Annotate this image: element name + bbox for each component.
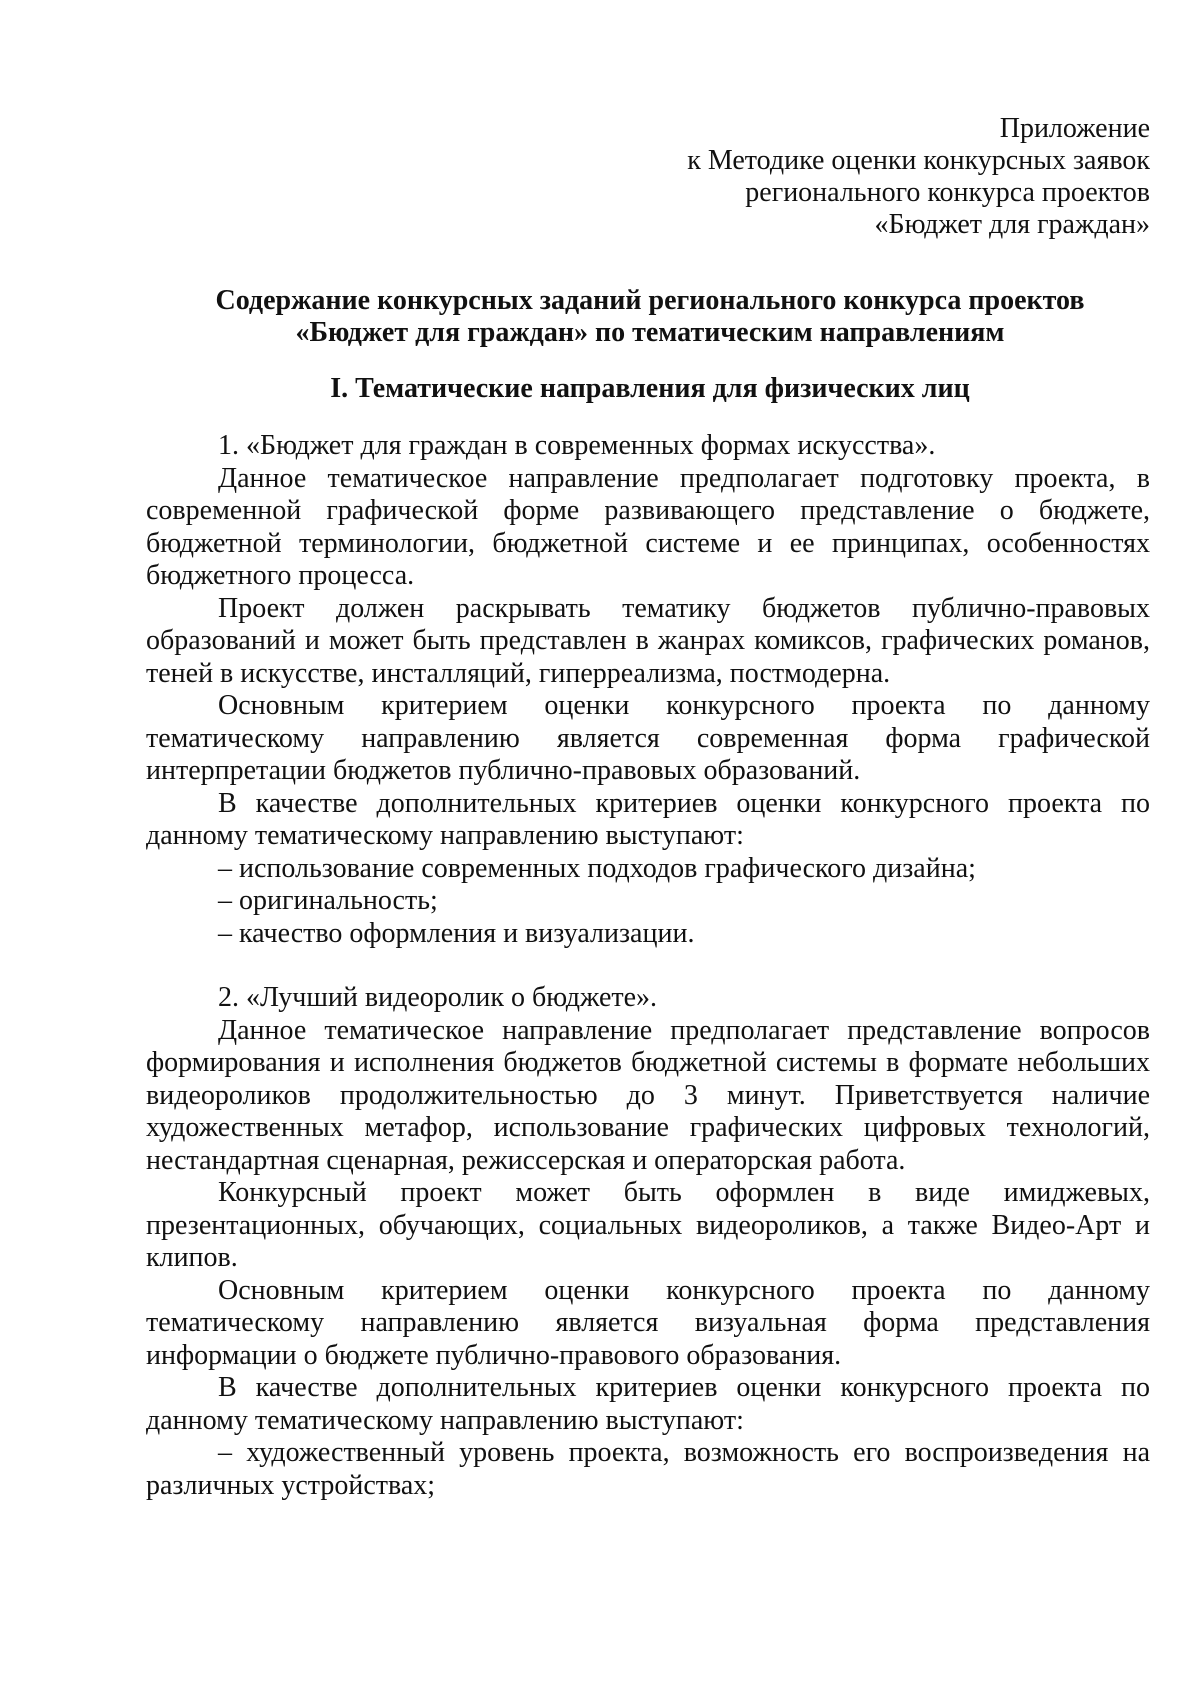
appendix-note bbox=[687, 113, 1150, 241]
appendix-line-1: Приложение bbox=[999, 113, 1150, 144]
topic-2-heading: 2. «Лучший видеоролик о бюджете». bbox=[218, 982, 658, 1013]
topic-1-criterion-3: – качество оформления и визуализации. bbox=[218, 917, 695, 949]
topic-2-paragraph-2: Конкурсный проект может быть оформлен в виде имиджевых, презентационных, обучающих, социальных видеороликов, а также Видео-Арт и клипов. bbox=[146, 1177, 1150, 1273]
document-title-line-1: Содержание конкурсных заданий регионального конкурса проектов bbox=[215, 285, 1085, 316]
topic-1-heading: 1. «Бюджет для граждан в современных формах искусства». bbox=[218, 430, 936, 461]
appendix-line-4: «Бюджет для граждан» bbox=[874, 209, 1150, 240]
topic-2-paragraph-4: В качестве дополнительных критериев оценки конкурсного проекта по данному тематическому направлению выступают: bbox=[146, 1372, 1150, 1436]
topic-2-paragraph-3: Основным критерием оценки конкурсного проекта по данному тематическому направлению является визуальная форма представления информации о бюджете публично-правового образования. bbox=[146, 1274, 1150, 1371]
topic-2-criterion-1: – художественный уровень проекта, возможность его воспроизведения на различных устройствах; bbox=[146, 1437, 1150, 1501]
appendix-line-3: регионального конкурса проектов bbox=[745, 177, 1150, 208]
section-heading-text: I. Тематические направления для физических лиц bbox=[330, 373, 970, 404]
topic-1-paragraph-3: Основным критерием оценки конкурсного проекта по данному тематическому направлению является современная форма графической интерпретации бюджетов публично-правовых образований. bbox=[146, 690, 1150, 786]
document-title bbox=[0, 285, 1200, 349]
topic-1-criterion-1: – использование современных подходов графического дизайна; bbox=[218, 852, 976, 884]
topic-1-paragraph-4: В качестве дополнительных критериев оценки конкурсного проекта по данному тематическому направлению выступают: bbox=[146, 787, 1150, 851]
topic-1-paragraph-1: Данное тематическое направление предполагает подготовку проекта, в современной графической форме развивающего представление о бюджете, бюджетной терминологии, бюджетной системе и ее принципах, особенностях бюджетного процесса. bbox=[146, 462, 1150, 591]
topic-1-criterion-2: – оригинальность; bbox=[218, 885, 438, 916]
topic-1-paragraph-2: Проект должен раскрывать тематику бюджетов публично-правовых образований и может быть представлен в жанрах комиксов, графических романов, теней в искусстве, инсталляций, гиперреализма, постмодерна. bbox=[146, 592, 1150, 689]
topic-2-paragraph-1: Данное тематическое направление предполагает представление вопросов формирования и исполнения бюджетов бюджетной системы в формате небольших видеороликов продолжительностью до 3 минут. Приветствуется наличие художественных метафор, использование графических цифровых технологий, нестандартная сценарная, режиссерская и операторская работа. bbox=[146, 1014, 1150, 1176]
document-body bbox=[146, 430, 1150, 1502]
section-heading bbox=[0, 373, 1200, 405]
document-title-line-2: «Бюджет для граждан» по тематическим направлениям bbox=[295, 317, 1005, 348]
appendix-line-2: к Методике оценки конкурсных заявок bbox=[687, 145, 1150, 176]
